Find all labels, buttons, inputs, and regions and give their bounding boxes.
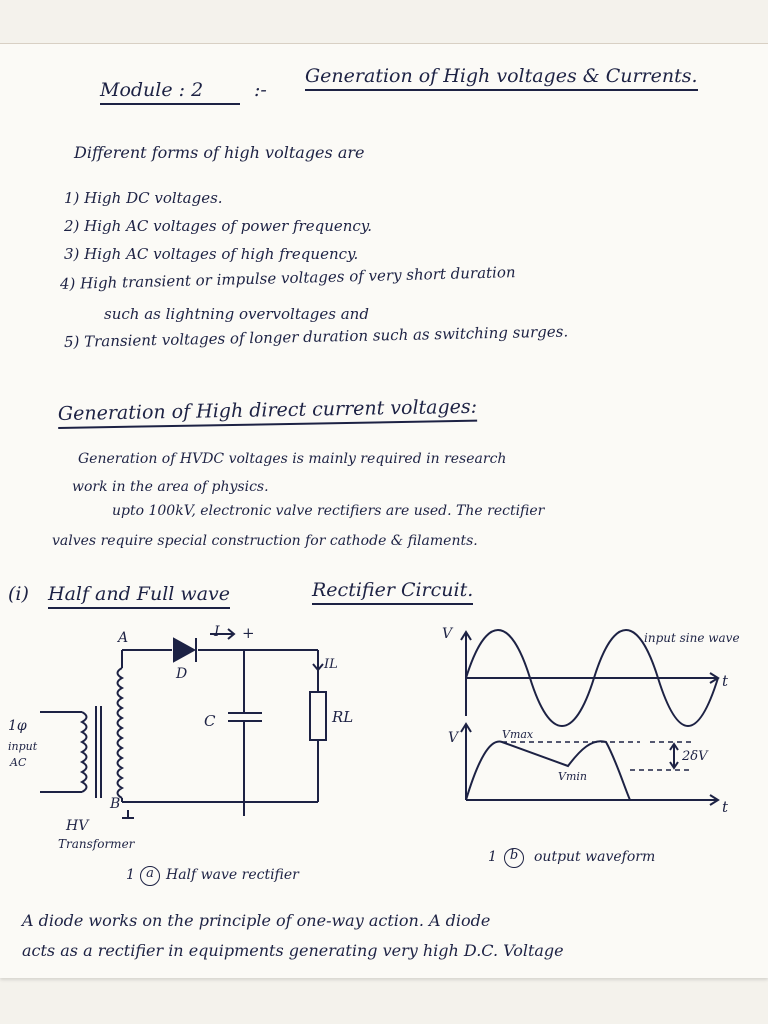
diode-label: D xyxy=(176,666,188,682)
page-title: Generation of High voltages & Currents. xyxy=(305,66,698,91)
phase-label: 1φ xyxy=(8,718,27,734)
input-label: input xyxy=(8,740,38,753)
transformer-label: HV xyxy=(66,818,89,834)
caption-b-number: 1 xyxy=(488,849,497,865)
transformer-secondary xyxy=(118,668,123,798)
load-resistor xyxy=(310,692,326,740)
paragraph-line: Generation of HVDC voltages is mainly required in research xyxy=(78,451,507,467)
list-item: 4) High transient or impulse voltages of very short duration xyxy=(59,263,516,293)
footer-line: acts as a rectifier in equipments generating very high D.C. Voltage xyxy=(22,941,564,960)
circuit-diagram xyxy=(0,620,420,880)
diode-symbol xyxy=(174,639,194,661)
list-item: 1) High DC voltages. xyxy=(64,189,223,207)
load-current-label: IL xyxy=(324,657,338,672)
v-axis-label-top: V xyxy=(442,626,453,642)
node-b-label: B xyxy=(110,796,121,812)
capacitor-label: C xyxy=(204,712,216,730)
footer-line: A diode works on the principle of one-way action. A diode xyxy=(22,911,491,930)
caption-a-letter: a xyxy=(140,866,160,886)
list-item: 5) Transient voltages of longer duration such as switching surges. xyxy=(63,322,569,351)
list-item: 3) High AC voltages of high frequency. xyxy=(64,245,359,263)
current-label: I xyxy=(214,624,220,640)
subsection-number: (i) xyxy=(8,583,29,605)
caption-b-text: output waveform xyxy=(534,849,656,865)
header-separator: :- xyxy=(254,79,267,101)
t-axis-label-bottom: t xyxy=(722,798,729,816)
caption-a-number: 1 xyxy=(126,867,135,883)
t-axis-label-top: t xyxy=(722,672,729,690)
intro-text: Different forms of high voltages are xyxy=(74,143,365,162)
subsection-heading: Half and Full wave xyxy=(48,584,230,609)
transformer-label-2: Transformer xyxy=(58,837,135,851)
list-item: 2) High AC voltages of power frequency. xyxy=(64,217,373,235)
node-a-label: A xyxy=(118,630,129,646)
ripple-label: 2δV xyxy=(682,749,708,764)
load-label: RL xyxy=(332,708,354,726)
vmin-label: Vmin xyxy=(558,770,587,783)
v-axis-label-bottom: V xyxy=(448,730,459,746)
caption-b-letter: b xyxy=(504,848,524,868)
module-label: Module : 2 xyxy=(100,80,240,105)
plus-label: + xyxy=(242,624,255,642)
paragraph-line: work in the area of physics. xyxy=(72,479,269,495)
input-label-ac: AC xyxy=(10,756,27,769)
waveform-graph xyxy=(430,620,768,860)
list-item-continuation: such as lightning overvoltages and xyxy=(104,305,369,323)
section-heading: Generation of High direct current voltages: xyxy=(58,397,478,429)
caption-a-text: Half wave rectifier xyxy=(166,867,299,883)
subsection-heading-tail: Rectifier Circuit. xyxy=(312,580,473,605)
rectified-output xyxy=(466,741,630,800)
vmax-label: Vmax xyxy=(502,728,534,741)
input-wave-label: input sine wave xyxy=(644,631,740,645)
transformer-primary xyxy=(82,712,87,792)
paragraph-line: upto 100kV, electronic valve rectifiers are used. The rectifier xyxy=(112,503,545,519)
paragraph-line: valves require special construction for cathode & filaments. xyxy=(52,533,478,549)
